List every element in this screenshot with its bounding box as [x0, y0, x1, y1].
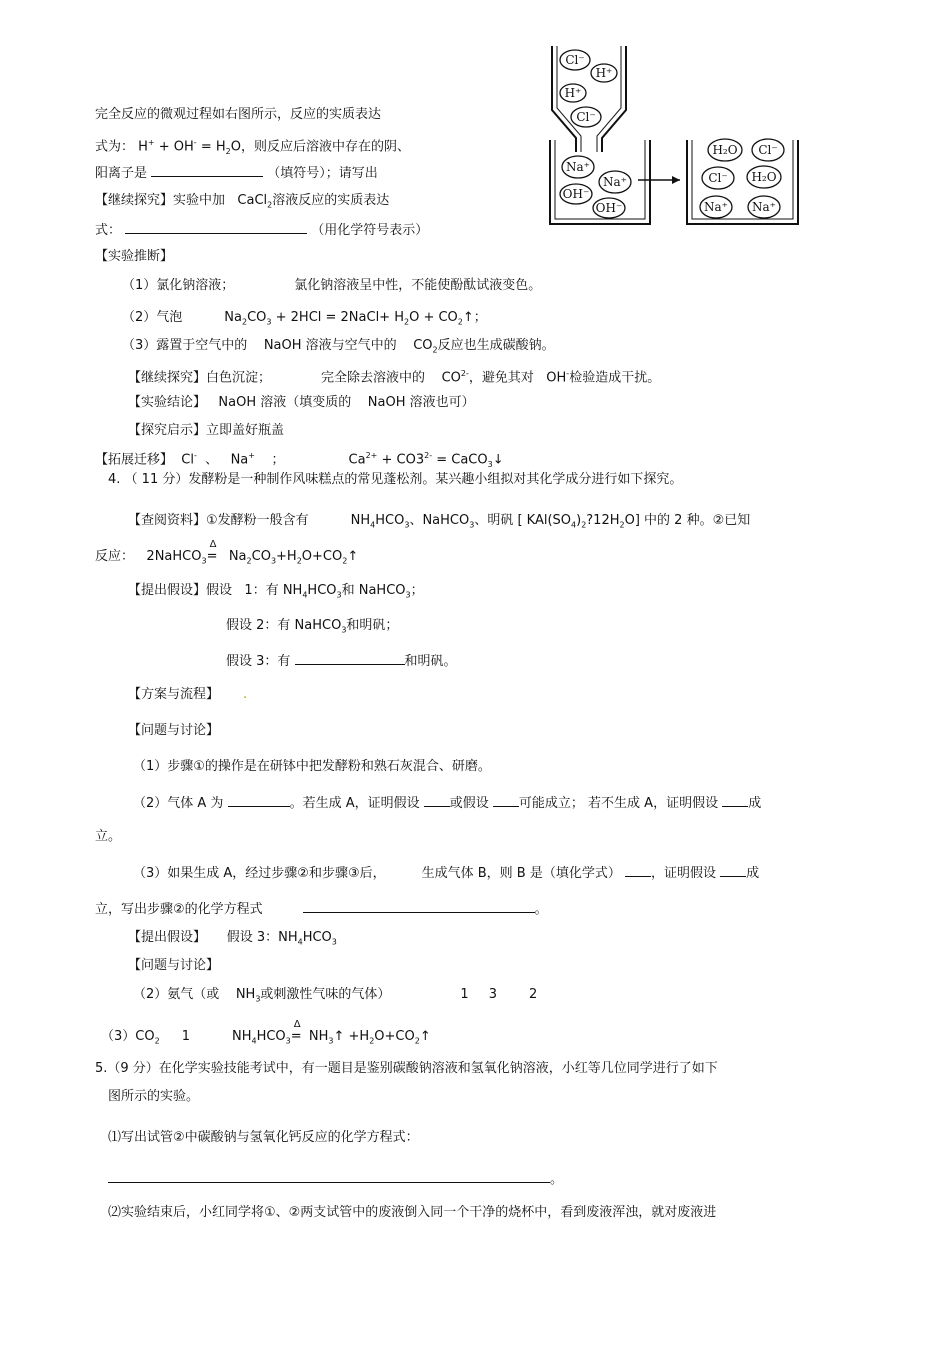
text: ?12H: [586, 513, 620, 528]
equals: =: [206, 549, 218, 564]
text: 成: [746, 866, 760, 881]
ion-h: H⁺: [595, 66, 613, 80]
sub: 3: [255, 994, 261, 1004]
ion-oh: OH⁻: [562, 187, 590, 201]
heat-symbol: Δ: [209, 539, 217, 550]
question-line: [133, 794, 761, 812]
heat-symbol: Δ: [293, 1019, 301, 1030]
sub: 3: [405, 590, 411, 600]
section-heading: [128, 687, 247, 703]
text: 、: [205, 452, 219, 468]
sub: 4: [302, 590, 308, 600]
sup: -: [193, 451, 197, 460]
answer-line: [122, 278, 541, 294]
answer-blank[interactable]: [125, 221, 307, 234]
answer-line: 【探究启示】立即盖好瓶盖: [128, 423, 285, 438]
text: 假设 3：NH: [226, 930, 298, 945]
text: HCO: [256, 1029, 286, 1044]
question-line: （1）步骤①的操作是在研钵中把发酵粉和熟石灰混合、研磨。: [133, 759, 491, 774]
text: 2NaHCO: [146, 549, 202, 564]
text: CO: [441, 370, 461, 386]
text: （1）氯化钠溶液；: [122, 278, 235, 293]
sub: 3: [328, 1036, 334, 1046]
text: ↑ +H: [333, 1029, 370, 1044]
text: O+CO: [374, 1029, 415, 1044]
molecule-h2o: H₂O: [751, 170, 777, 184]
ion-oh: OH⁻: [595, 201, 623, 215]
answer-blank[interactable]: [424, 794, 450, 807]
text: + OH: [154, 139, 194, 155]
text: 式：: [95, 223, 122, 238]
text: OH: [546, 370, 567, 386]
text: ↑: [419, 1029, 431, 1044]
text: CO: [251, 549, 271, 564]
text-line: 完全反应的微观过程如右图所示，反应的实质表达: [95, 107, 382, 122]
sub: 2: [457, 317, 463, 327]
text: ；: [271, 452, 285, 468]
equation-line: [95, 539, 359, 570]
text: ): [576, 513, 582, 528]
answer-blank[interactable]: [625, 864, 651, 877]
sup: 2-: [424, 451, 433, 460]
sup: -: [566, 369, 570, 378]
question-line: [95, 221, 428, 239]
answer-blank[interactable]: [493, 794, 519, 807]
ion-na: Na⁺: [704, 200, 728, 214]
sub: 2: [414, 1036, 420, 1046]
question-line: 图所示的实验。: [108, 1089, 200, 1104]
reaction-microscopic-figure: [540, 40, 820, 235]
text: 【方案与流程】: [128, 687, 220, 702]
text: ↓: [492, 452, 504, 468]
answer-line: [133, 987, 537, 1008]
text: 、明矾 [ KAl(SO: [474, 513, 572, 528]
text: 【拓展迁移】: [95, 452, 174, 468]
sub: 2: [581, 520, 587, 530]
text: ↑: [347, 549, 359, 564]
text: 1: [460, 987, 469, 1002]
ion-cl: Cl⁻: [758, 143, 778, 157]
text: ，则反应后溶液中存在的阴、: [240, 139, 410, 155]
sub: 4: [297, 937, 303, 947]
ion-na: Na⁺: [566, 160, 590, 174]
ion-cl: Cl⁻: [576, 110, 596, 124]
sub: 2: [342, 556, 348, 566]
text: Ca: [348, 452, 366, 468]
text: 【继续探究】实验中加: [95, 193, 226, 208]
text: 【提出假设】: [128, 930, 207, 945]
text: （2）氨气（或: [133, 987, 220, 1002]
text: NaOH 溶液也可）: [367, 395, 475, 410]
section-heading: 【问题与讨论】: [128, 958, 220, 973]
text: 。: [534, 902, 548, 917]
text: O + CO: [409, 310, 458, 325]
answer-line: [128, 930, 337, 951]
text: 和明矾；: [346, 618, 399, 633]
answer-line: [95, 448, 504, 473]
text: 反应也生成碳酸钠。: [437, 338, 555, 353]
text: 假设 3：有: [226, 654, 291, 669]
question-line: [128, 513, 750, 534]
text: Na: [224, 310, 242, 325]
sup: +: [147, 138, 155, 147]
text: NH: [235, 987, 256, 1002]
question-line: [95, 164, 378, 182]
text: + 2HCl = 2NaCl+ H: [271, 310, 404, 325]
text: O+CO: [301, 549, 343, 564]
question-5-title: 5.（9 分）在化学实验技能考试中，有一题目是鉴别碳酸钠溶液和氢氧化钠溶液，小红等几位同学进行了如下: [95, 1061, 718, 1076]
text: （用化学符号表示）: [311, 223, 429, 238]
section-heading: 【问题与讨论】: [128, 723, 220, 738]
sub: 2: [267, 200, 273, 210]
answer-blank[interactable]: [303, 900, 535, 913]
text: 立，写出步骤②的化学方程式: [95, 902, 263, 917]
sub: 4: [370, 520, 376, 530]
text: 式为： H: [95, 139, 148, 155]
question-line: [128, 583, 424, 604]
text: 或假设: [449, 796, 489, 811]
ion-cl: Cl⁻: [565, 53, 585, 67]
sup: +: [248, 451, 255, 460]
text: = CaCO: [432, 452, 488, 468]
sub: 3: [341, 625, 347, 635]
text: 2: [528, 987, 538, 1002]
text: ，避免其对: [468, 370, 534, 386]
question-line: 立。: [95, 829, 122, 844]
answer-line: [128, 395, 475, 411]
text: HCO: [307, 583, 337, 598]
question-4-title: 4. （ 11 分）发酵粉是一种制作风味糕点的常见蓬松剂。某兴趣小组拟对其化学成分进行如下探究。: [108, 472, 683, 487]
sub: 2: [154, 1036, 160, 1046]
question-line: [133, 864, 759, 882]
sub: 3: [266, 317, 272, 327]
text: 1: [181, 1029, 190, 1044]
answer-blank[interactable]: [108, 1170, 550, 1183]
text: （2）气泡: [122, 310, 183, 325]
text: 3: [488, 987, 497, 1002]
text: ↑；: [462, 310, 487, 325]
ion-h: H⁺: [564, 86, 582, 100]
sub: 3: [285, 1036, 291, 1046]
text: 。若生成 A，证明假设: [289, 796, 420, 811]
text: 【实验结论】: [128, 395, 207, 410]
answer-blank[interactable]: [151, 164, 263, 177]
text: （3）如果生成 A，经过步骤②和步骤③后，: [133, 866, 386, 881]
text: ，证明假设: [650, 866, 716, 881]
text: 完全除去溶液中的: [321, 370, 426, 386]
text: ；: [410, 583, 424, 598]
equation-line: [95, 135, 410, 160]
equals: =: [290, 1029, 302, 1044]
text: NH: [231, 1029, 252, 1044]
text: HCO: [375, 513, 405, 528]
section-heading: 【实验推断】: [95, 249, 174, 264]
sub: 4: [571, 520, 577, 530]
sub: 2: [225, 146, 231, 156]
text: 溶液反应的实质表达: [272, 193, 390, 208]
text: 。: [550, 1172, 564, 1187]
text: 【查阅资料】①发酵粉一般含有: [128, 513, 309, 528]
sub: 3: [469, 520, 475, 530]
sub: 2: [246, 556, 252, 566]
text: 生成气体 B，则 B 是（填化学式）: [421, 866, 621, 881]
text: CO: [413, 338, 433, 353]
text: （2）气体 A 为: [133, 796, 224, 811]
molecule-h2o: H₂O: [712, 143, 738, 157]
question-line: [95, 900, 548, 918]
question-line: ⑵实验结束后，小红同学将①、②两支试管中的废液倒入同一个干净的烧杯中，看到废液浑浊，就对废液进: [108, 1205, 717, 1220]
question-line: [226, 652, 457, 670]
text: 检验造成干扰。: [569, 370, 661, 386]
text: 阳离子是: [95, 166, 148, 181]
sub: 2: [241, 317, 248, 327]
answer-line: [122, 338, 555, 359]
text: NH: [350, 513, 371, 528]
answer-line: [122, 310, 487, 331]
text: Na: [228, 549, 247, 564]
stray-mark: .: [243, 687, 248, 702]
text: 1：有 NH: [244, 583, 303, 598]
sub: 3: [487, 459, 493, 469]
sub: 3: [331, 937, 337, 947]
text: 和明矾。: [404, 654, 457, 669]
question-line: ⑴写出试管②中碳酸钠与氢氧化钙反应的化学方程式：: [108, 1130, 419, 1145]
text: 氯化钠溶液呈中性，不能使酚酞试液变色。: [294, 278, 542, 293]
text: NaOH 溶液与空气中的: [263, 338, 397, 353]
sup: -: [193, 138, 197, 147]
text: 和 NaHCO: [341, 583, 406, 598]
question-line: [226, 618, 398, 639]
sub: 4: [251, 1036, 257, 1046]
sub: 2: [369, 1036, 375, 1046]
text: 或刺激性气味的气体）: [260, 987, 391, 1002]
text: 反应：: [95, 549, 135, 564]
text: 假设 2：有 NaHCO: [226, 618, 342, 633]
text: CO: [247, 310, 267, 325]
sub: 2: [404, 317, 410, 327]
sup: 2+: [365, 451, 378, 460]
ion-na: Na⁺: [752, 200, 776, 214]
sub: 3: [201, 556, 207, 566]
text: 、NaHCO: [409, 513, 470, 528]
text: = H: [196, 139, 226, 155]
text: 可能成立； 若不生成 A，证明假设: [518, 796, 719, 811]
text: NH: [308, 1029, 329, 1044]
text: （3）露置于空气中的: [122, 338, 248, 353]
text: NaOH 溶液（填变质的: [218, 395, 352, 410]
sub: 3: [336, 590, 342, 600]
question-line: [95, 193, 389, 214]
text: 【提出假设】假设: [128, 583, 233, 598]
question-line: [108, 1170, 563, 1188]
text: + CO3: [377, 452, 425, 468]
sub: 3: [270, 556, 277, 566]
answer-blank[interactable]: [228, 794, 290, 807]
text: +H: [276, 549, 297, 564]
text: 【继续探究】白色沉淀；: [128, 370, 272, 386]
answer-blank[interactable]: [720, 864, 746, 877]
answer-blank[interactable]: [295, 652, 405, 665]
sub: 2: [432, 345, 438, 355]
sub: 2: [296, 556, 302, 566]
text: 成: [748, 796, 762, 811]
text: Cl: [181, 452, 194, 468]
text: Na: [230, 452, 249, 468]
sup: 2-: [460, 369, 469, 378]
sub: 3: [404, 520, 410, 530]
text: HCO: [302, 930, 332, 945]
ion-cl: Cl⁻: [708, 171, 728, 185]
ion-na: Na⁺: [603, 175, 627, 189]
answer-blank[interactable]: [722, 794, 748, 807]
text: （3）CO: [101, 1029, 155, 1044]
text: O] 中的 2 种。②已知: [624, 513, 751, 528]
text: （填符号）；请写出: [267, 166, 378, 181]
text: O: [230, 139, 241, 155]
answer-line: [128, 366, 660, 386]
answer-line: [101, 1019, 431, 1050]
sub: 2: [619, 520, 625, 530]
text: CaCl: [237, 193, 268, 208]
